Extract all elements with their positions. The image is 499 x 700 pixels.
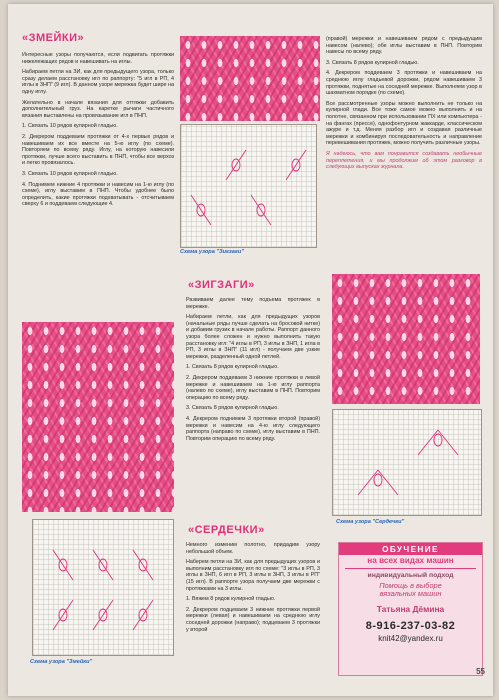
advertisement-box <box>338 542 483 676</box>
ad-subline: на всех видах машин <box>367 556 454 565</box>
zigzagi-diagram-caption: Схема узора "Зигзаги" <box>180 249 244 255</box>
zmeyki-fabric-photo <box>22 322 174 512</box>
serdechki-diagram-arrows <box>333 410 481 515</box>
serdechki-diagram <box>332 409 482 516</box>
zigzagi-diagram-arrows <box>181 125 316 247</box>
zmeyki-diagram-caption: Схема узора "Змейки" <box>30 659 93 665</box>
zmeyki-step: 4. Поднимем нижние 4 протяжки и навесим на 1-ю иглу (по схеме), иглу выставим в ПНП. Чтобы удобнее было определить, какие протяжки подхватывать - отсчитываем сверху 6 и поддеваем следующие 4. <box>22 181 174 208</box>
zigzagi-title: «ЗИГЗАГИ» <box>188 279 255 291</box>
zmeyki-step: 1. Связать 10 рядов кулирной гладью. <box>22 123 118 130</box>
page-number: 55 <box>476 667 485 676</box>
zmeyki-diagram <box>32 519 174 656</box>
ad-help-line: Помощь в выборе <box>379 580 442 590</box>
zigzagi-paragraph: Развиваем далее тему подъема протяжек в мережке. <box>186 297 320 310</box>
zmeyki-text <box>22 52 174 212</box>
magazine-page <box>8 4 493 696</box>
ad-help-line: вязальных машин <box>379 589 442 599</box>
serdechki-diagram-caption: Схема узора "Сердечки" <box>336 519 405 525</box>
zmeyki-diagram-arrows <box>33 520 173 655</box>
right-paragraph: (правой) мережки и навешиваем рядом с предыдущим навесом (налево); обе иглы выставим в ПНП. Повторим навесы по всему ряду. <box>326 36 482 56</box>
right-paragraph: Все рассмотренные узоры можно выполнить не только на кулирной глади. Все тоже самое можно выполнить и на полотне, связанном при использовании ПХ или компьютера - на фангах (прессе), однофонтурном жаккарде, классическом ажуре и т.д. Меняя разбор игл и создавая различные мережки и комбинируя последовательность и направление перевешивания протяжек, можно получить различные узоры. <box>326 100 482 147</box>
right-text <box>326 36 482 175</box>
serdechki-text <box>186 542 320 637</box>
ad-headline: ОБУЧЕНИЕ <box>339 543 482 555</box>
zigzagi-text <box>186 297 320 446</box>
serdechki-paragraph: Немного изменим полотно, придадим узору небольшой объем. <box>186 542 320 555</box>
zmeyki-paragraph: Интересные узоры получаются, если подвигать протяжки нижележащих рядов и навешивать на иглы. <box>22 52 174 65</box>
serdechki-title: «СЕРДЕЧКИ» <box>188 524 265 536</box>
zigzagi-paragraph: Набираем петли, как для предыдущих узоров (начальные ряды лучше сделать на бросовой нитке) и добавим грузик в начале работы. Раппорт данного узора более сложен и нужно выполнить такую расстановку игл: "4 иглы в РП, 3 иглы в ЗНП, 1 игла в РП, 3 иглы в ЗНП" (11 игл) - получаем две узкие мережки, разделенный одной петлей. <box>186 314 320 360</box>
zigzagi-step: 1. Связать 8 рядов кулирной гладью. <box>186 364 279 371</box>
zmeyki-title: «ЗМЕЙКИ» <box>22 32 85 44</box>
zigzagi-step: 2. Декрером поддеваем 3 нижние протяжки в левой мережке и навешиваем на 1-ю иглу раппорта (налево по схеме), иглу выставим в ПНП. Повторим операцию по всему ряду. <box>186 374 320 401</box>
serdechki-step: 2. Декрером подцеваем 3 нижние протяжки первой мережки (левая) и навешиваем на среднюю иглу соседней дорожки (направо); подцеваем 3 протяжки у второй <box>186 606 320 633</box>
right-step: 3. Связать 8 рядов кулирной гладью. <box>326 59 419 66</box>
right-step: 4. Декрером поддеваем 3 протяжки и навешиваем на среднюю иглу гладьевой дорожки, рядом навешиваем 3 протяжки, поднятые на соседней мережке. Выполняем узор в шахматном порядке (по схеме). <box>326 70 482 97</box>
zmeyki-paragraph: Желательно в начале вязания для оттяжки добавить дополнительный груз. На каретке рычаги частичного вязания выставлены на провязывание игл в ПНП. <box>22 99 174 119</box>
serdechki-paragraph: Наберем петли на ЗИ, как для предыдущих узоров и выполним расстановку игл по схеме: "3 иглы в РП, 3 иглы в ЗНП, 6 игл в РП, 3 иглы в ЗНП, 3 иглы в РП" (15 игл). В раппорте узора получаем две мережки с протяжками на 3 иглы. <box>186 559 320 592</box>
ad-divider <box>345 568 476 569</box>
serdechki-fabric-photo <box>332 274 480 404</box>
closing-note: Я надеюсь, что вам понравится создавать необычные переплетения, и мы продолжим об этом разговор в следующих выпусках журнала. <box>326 150 482 171</box>
ad-contact-name: Татьяна Дёмина <box>376 603 445 614</box>
zigzagi-step: 4. Декрером поднимем 3 протяжки второй (правой) мережки и навесим на 4-ю иглу следующего раппорта (направо по схеме), иглу выставим в ПНП. Повторим операцию по всему ряду. <box>186 415 320 442</box>
ad-individual: индивидуальный подход <box>367 571 454 579</box>
zmeyki-step: 3. Связать 10 рядов кулирной гладью. <box>22 170 118 177</box>
ad-phone: 8-916-237-03-82 <box>365 619 456 632</box>
zigzagi-fabric-photo <box>180 36 320 121</box>
ad-help <box>339 582 482 599</box>
zmeyki-paragraph: Набираем петли на ЗИ, как для предыдущего узора, только сразу делаем расстановку игл по раппорту: "5 игл в РП, 4 иглы в ЗНП" (9 игл). В данном узоре мережка будет шире на одну иглу. <box>22 69 174 95</box>
zigzagi-diagram <box>180 124 317 248</box>
ad-email: knit42@yandex.ru <box>378 633 443 643</box>
zmeyki-step: 2. Декрером поддеваем протяжки от 4-х первых рядов и навешиваем их все вместе на 5-ю иглу (по схеме). Повторяем по всему ряду. Иглу, на которую навесили протяжки, лучше всего выставить в ПНП, чтобы все верхоз и легко провязалось. <box>22 133 174 167</box>
serdechki-step: 1. Вяжем 8 рядов кулирной гладью. <box>186 596 276 603</box>
zigzagi-step: 3. Связать 8 рядов кулирной гладью. <box>186 405 279 412</box>
